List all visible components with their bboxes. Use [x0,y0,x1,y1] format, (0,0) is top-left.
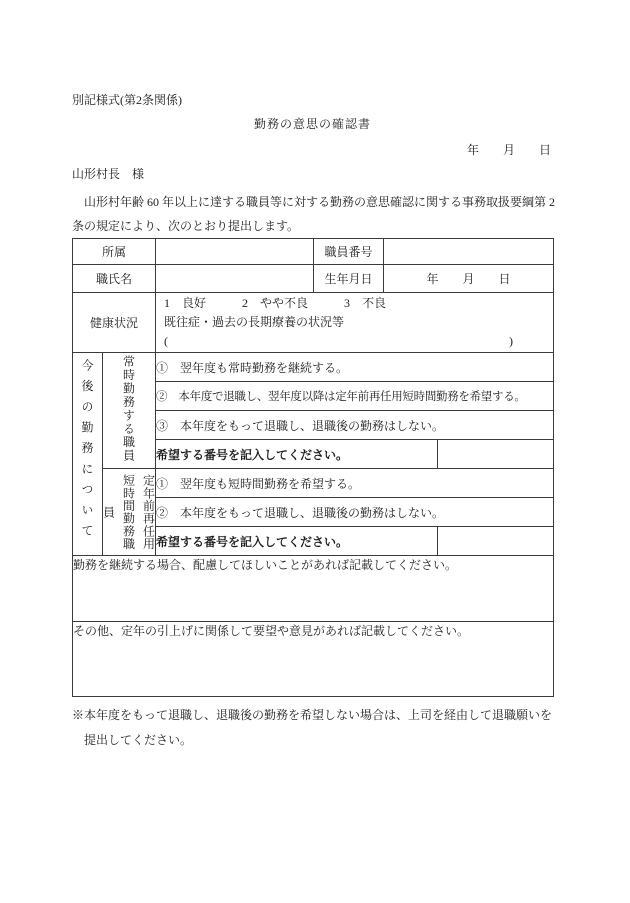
fulltime-option-1: ① 翌年度も常時勤務を継続する。 [156,353,554,382]
addressee-line: 山形村長 様 [72,167,145,181]
fulltime-option-3: ③ 本年度をもって退職し、退職後の勤務はしない。 [156,411,554,440]
page-title: 勤務の意思の確認書 [253,117,371,131]
parttime-category-col-3: 員 [101,505,116,519]
other-note-cell: その他、定年の引上げに関係して要望や意見があれば記載してください。 [73,622,554,697]
date-line: 年 月 日 [466,143,551,157]
fulltime-category-label: 常時勤務する職員 [121,354,136,463]
parttime-category-col-2: 短時間勤務職 [121,473,136,551]
paren-close: ) [509,334,514,348]
health-history-line: 既往症・過去の長期療養の状況等 [164,315,345,329]
health-status-content-cell [156,293,554,353]
fulltime-instruction-cell: 希望する番号を記入してください。 [156,440,438,469]
footnote [72,703,553,753]
parttime-category-cell [103,469,156,556]
fulltime-number-entry-cell [438,440,554,469]
birthdate-value-cell: 年 月 日 [384,265,554,293]
health-detail-line [156,332,553,351]
name-label-cell: 職氏名 [73,265,156,293]
parttime-instruction-cell: 希望する番号を記入してください。 [156,527,438,556]
fulltime-category-cell [103,353,156,469]
footnote-line-1: ※本年度をもって退職し、退職後の勤務を希望しない場合は、上司を経由して退職願いを [72,708,553,722]
health-status-label-cell: 健康状況 [73,293,156,353]
continue-note-cell: 勤務を継続する場合、配慮してほしいことがあれば記載してください。 [73,556,554,622]
future-work-label: 今後の勤務について [80,359,94,545]
intro-line-2: 条の規定により、次のとおり提出します。 [72,219,300,233]
future-work-label-cell [73,353,103,556]
name-value-cell [156,265,314,293]
intro-paragraph [72,190,556,238]
employee-number-value-cell [384,239,554,265]
intro-line-1: 山形村年齢 60 年以上に達する職員等に対する勤務の意思確認に関する事務取扱要綱第 2 [72,195,556,209]
birthdate-label-cell: 生年月日 [314,265,384,293]
parttime-option-2: ② 本年度をもって退職し、退職後の勤務はしない。 [156,498,554,527]
footnote-line-2: 提出してください。 [84,733,193,747]
parttime-option-1: ① 翌年度も短時間勤務を希望する。 [156,469,554,498]
confirmation-form-table [72,238,554,697]
paren-open: ( [164,334,169,348]
form-style-label: 別記様式(第2条関係) [72,93,182,107]
employee-number-label-cell: 職員番号 [314,239,384,265]
health-options-line: 1 良好 2 やや不良 3 不良 [164,296,387,310]
parttime-number-entry-cell [438,527,554,556]
parttime-category-label [103,474,155,550]
fulltime-option-2: ② 本年度で退職し、翌年度以降は定年前再任用短時間勤務を希望する。 [156,382,554,411]
affiliation-label-cell: 所属 [73,239,156,265]
parttime-category-col-1: 定年前再任用 [141,473,156,551]
affiliation-value-cell [156,239,314,265]
